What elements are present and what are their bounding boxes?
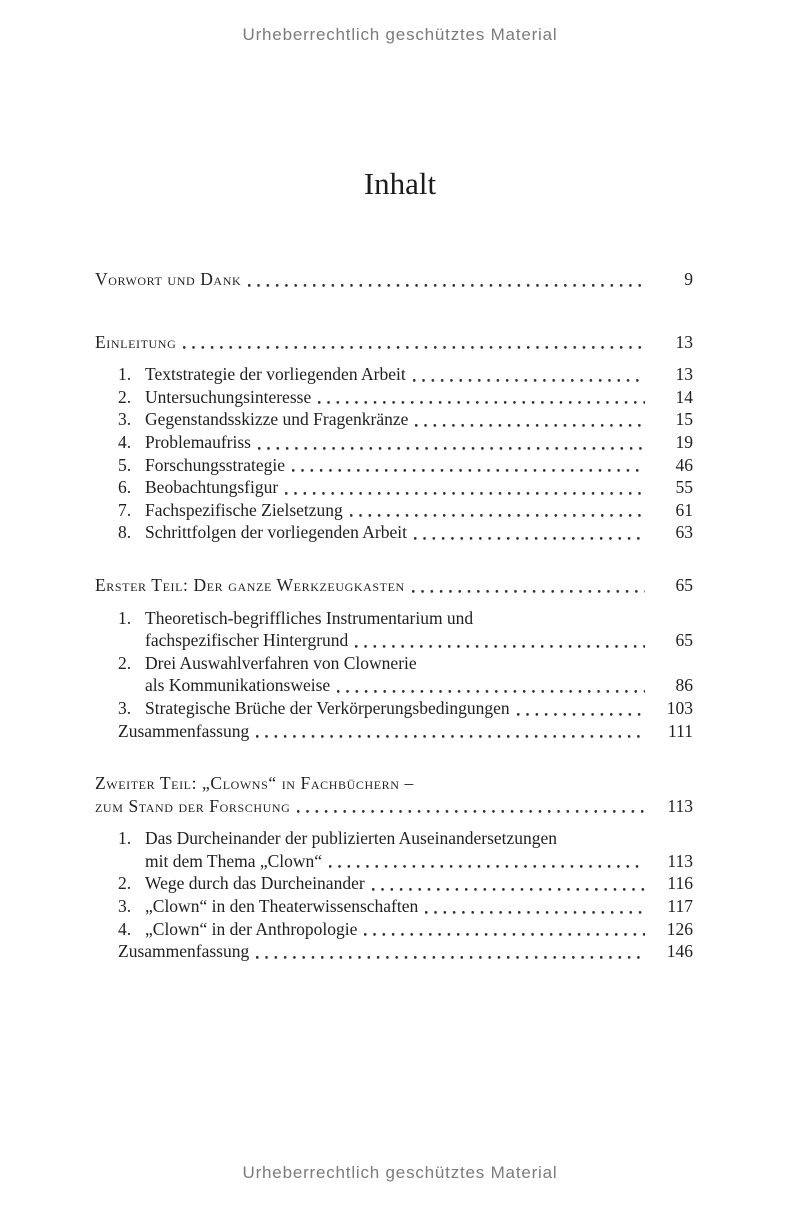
toc-item-number: 2. — [118, 873, 132, 894]
toc-entry-title: Wege durch das Durcheinander — [145, 873, 365, 894]
dotted-leader — [337, 690, 645, 693]
toc-row — [95, 454, 693, 477]
toc-row — [95, 697, 693, 720]
toc-row — [95, 772, 693, 795]
toc-item-number: 1. — [118, 828, 132, 849]
toc-entry-title: als Kommunikationsweise — [145, 675, 331, 696]
toc-page-number: 86 — [675, 675, 693, 696]
toc-item-number: 2. — [118, 386, 132, 407]
dotted-leader — [413, 379, 645, 382]
toc-row — [95, 363, 693, 386]
toc-row — [95, 674, 693, 697]
toc-row — [95, 408, 693, 431]
toc-row — [95, 652, 693, 675]
toc-row — [95, 940, 693, 963]
toc-entry-title: Strategische Brüche der Verkörperungsbedingungen — [145, 697, 510, 718]
dotted-leader — [414, 537, 645, 540]
toc-page-number: 19 — [675, 431, 693, 452]
toc-page-number: 116 — [667, 873, 693, 894]
toc-item-number: 2. — [118, 652, 132, 673]
toc-row — [95, 499, 693, 522]
dotted-leader — [318, 401, 645, 404]
toc-row — [95, 386, 693, 409]
dotted-leader — [248, 284, 645, 287]
toc-entry-title: Fachspezifische Zielsetzung — [145, 499, 343, 520]
toc-entry-title: Erster Teil: Der ganze Werkzeugkasten — [95, 574, 405, 595]
toc-row — [95, 331, 693, 354]
toc-row — [95, 574, 693, 597]
toc-page-number: 46 — [675, 454, 693, 475]
toc-page-number: 117 — [667, 896, 693, 917]
toc-item-number: 3. — [118, 409, 132, 430]
dotted-leader — [372, 888, 645, 891]
toc-entry-title: Zweiter Teil: „Clowns“ in Fachbüchern – — [95, 773, 414, 794]
toc-entry-title: Untersuchungsinteresse — [145, 386, 312, 407]
toc-row — [95, 607, 693, 630]
toc-row — [95, 795, 693, 818]
toc-page-number: 55 — [675, 477, 693, 498]
toc-item-number: 3. — [118, 697, 132, 718]
toc-page-number: 65 — [675, 630, 693, 651]
toc-row — [95, 629, 693, 652]
toc-item-number: 3. — [118, 896, 132, 917]
dotted-leader — [329, 865, 645, 868]
dotted-leader — [258, 447, 645, 450]
toc-page-number: 113 — [667, 850, 693, 871]
dotted-leader — [256, 735, 645, 738]
toc-page-number: 14 — [675, 386, 693, 407]
dotted-leader — [183, 346, 645, 349]
toc-entry-title: Problemaufriss — [145, 431, 251, 452]
toc-row — [95, 521, 693, 544]
toc-list — [95, 268, 693, 963]
toc-entry-title: Theoretisch-begriffliches Instrumentarium und — [145, 607, 474, 628]
toc-row — [95, 850, 693, 873]
toc-page-number: 113 — [667, 795, 693, 816]
toc-item-number: 8. — [118, 522, 132, 543]
page-title: Inhalt — [363, 166, 437, 201]
toc-row — [95, 895, 693, 918]
dotted-leader — [364, 933, 645, 936]
toc-page-number: 15 — [675, 409, 693, 430]
toc-entry-title: Das Durcheinander der publizierten Auseinandersetzungen — [145, 828, 558, 849]
toc-page-number: 111 — [668, 720, 693, 741]
toc-item-number: 6. — [118, 477, 132, 498]
toc-entry-title: Gegenstandsskizze und Fragenkränze — [145, 409, 409, 430]
toc-page-number: 65 — [675, 574, 693, 595]
toc-row — [95, 431, 693, 454]
toc-page-number: 103 — [666, 697, 693, 718]
toc-page-number: 9 — [684, 269, 693, 289]
toc-entry-title: mit dem Thema „Clown“ — [145, 850, 323, 871]
toc-item-number: 1. — [118, 364, 132, 385]
toc-entry-title: fachspezifischer Hintergrund — [145, 630, 349, 651]
toc-item-number: 7. — [118, 499, 132, 520]
dotted-leader — [292, 469, 645, 472]
toc-entry-title: „Clown“ in den Theaterwissenschaften — [145, 896, 419, 917]
dotted-leader — [285, 492, 645, 495]
toc-entry-title: Beobachtungsfigur — [145, 477, 279, 498]
copyright-notice-bottom: Urheberrechtlich geschütztes Material — [242, 1163, 558, 1182]
toc-item-number: 5. — [118, 454, 132, 475]
toc-row — [95, 268, 693, 291]
toc-entry-title: Forschungsstrategie — [145, 454, 285, 475]
toc-entry-title: Textstrategie der vorliegenden Arbeit — [145, 364, 406, 385]
toc-entry-title: Vorwort und Dank — [95, 269, 242, 289]
toc-entry-title: Zusammenfassung — [118, 720, 250, 741]
dotted-leader — [412, 590, 645, 593]
copyright-notice-top: Urheberrechtlich geschütztes Material — [242, 25, 558, 44]
toc-row — [95, 827, 693, 850]
dotted-leader — [517, 713, 645, 716]
toc-item-number: 4. — [118, 431, 132, 452]
toc-page-number: 146 — [666, 941, 693, 962]
toc-entry-title: Einleitung — [95, 331, 177, 352]
toc-item-number: 1. — [118, 607, 132, 628]
toc-entry-title: „Clown“ in der Anthropologie — [145, 918, 358, 939]
dotted-leader — [355, 645, 645, 648]
toc-item-number: 4. — [118, 918, 132, 939]
toc-row — [95, 476, 693, 499]
toc-row — [95, 720, 693, 743]
toc-page-number: 13 — [675, 364, 693, 385]
toc-page-number: 61 — [675, 499, 693, 520]
toc-entry-title: Schrittfolgen der vorliegenden Arbeit — [145, 522, 407, 543]
toc-row — [95, 872, 693, 895]
toc-entry-title: Zusammenfassung — [118, 941, 250, 962]
toc-page-number: 126 — [666, 918, 693, 939]
toc-row — [95, 918, 693, 941]
dotted-leader — [256, 956, 645, 959]
toc-page-number: 63 — [675, 522, 693, 543]
dotted-leader — [297, 810, 645, 813]
toc-entry-title: Drei Auswahlverfahren von Clownerie — [145, 652, 417, 673]
dotted-leader — [425, 911, 645, 914]
toc-page-number: 13 — [675, 331, 693, 352]
dotted-leader — [350, 514, 645, 517]
dotted-leader — [415, 424, 645, 427]
table-of-contents — [95, 268, 693, 963]
toc-entry-title: zum Stand der Forschung — [95, 795, 291, 816]
